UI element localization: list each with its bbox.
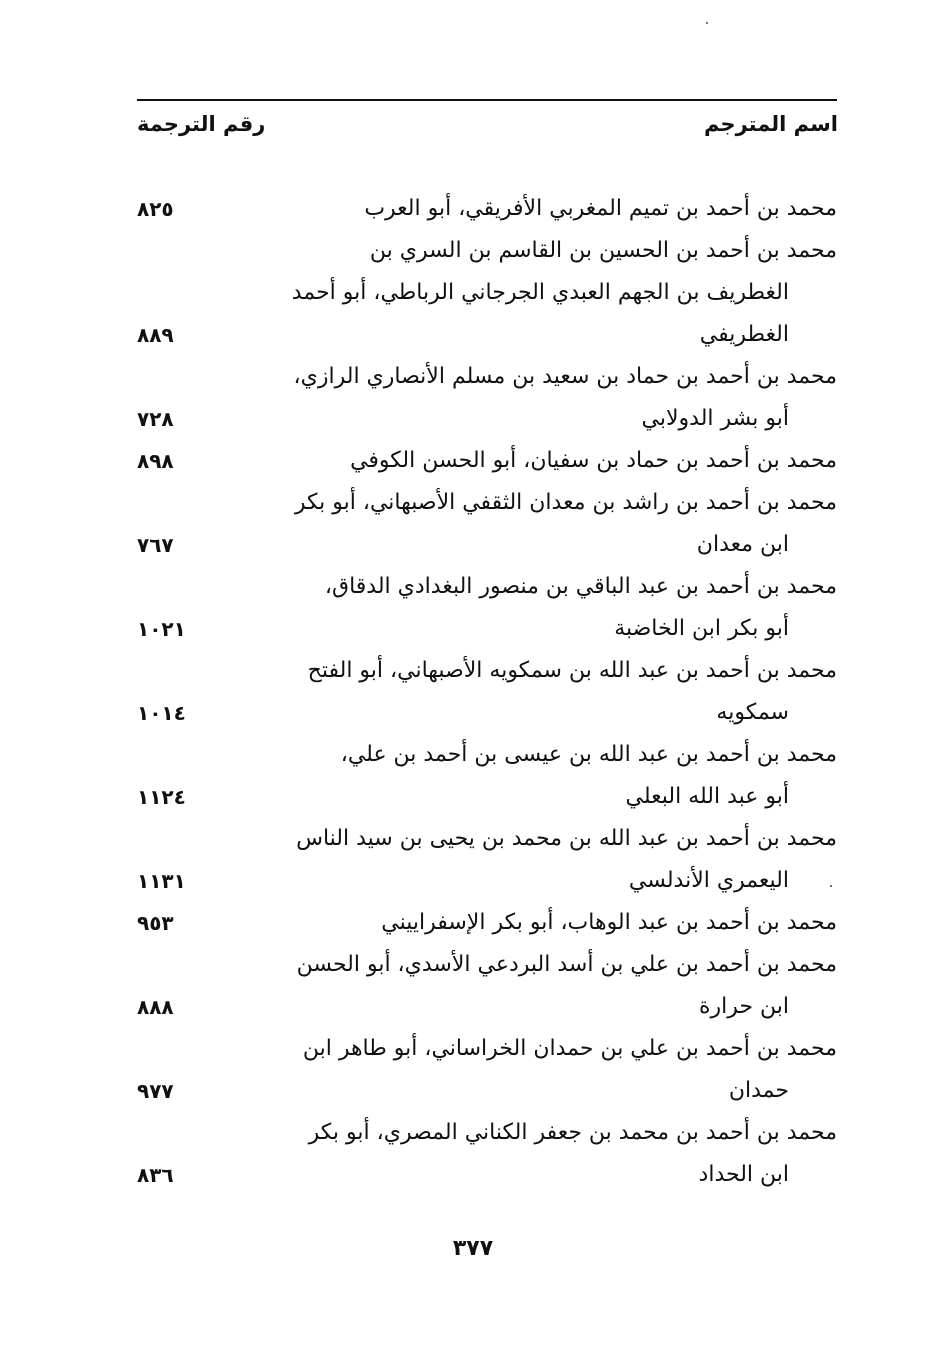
entry-line: محمد بن أحمد بن عبد الباقي بن منصور البغدادي الدقاق، (324, 574, 837, 599)
index-entry (137, 188, 837, 230)
entry-line: محمد بن أحمد بن عبد الله بن سمكويه الأصبهاني، أبو الفتح (307, 658, 837, 683)
entry-line-continued: اليعمري الأندلسي (628, 868, 789, 893)
index-entry (137, 818, 837, 902)
entry-line: محمد بن أحمد بن تميم المغربي الأفريقي، أبو العرب (364, 196, 837, 221)
entry-name (289, 818, 837, 902)
entry-line-continued: حمدان (728, 1078, 789, 1103)
entry-number: ١١٢٤ (137, 785, 186, 809)
entry-number: ٨٨٩ (137, 323, 174, 347)
index-entry (137, 650, 837, 734)
entry-name (289, 902, 837, 944)
entry-line-continued: الغطريفي (699, 322, 789, 347)
entry-line-continued: أبو بشر الدولابي (641, 406, 789, 431)
index-entry (137, 902, 837, 944)
entry-number: ١٠٢١ (137, 617, 186, 641)
entry-number: ٩٧٧ (137, 1079, 174, 1103)
entry-name (289, 566, 837, 650)
entry-line-continued: الغطريف بن الجهم العبدي الجرجاني الرباطي، أبو أحمد (291, 280, 789, 305)
scan-speck (706, 22, 708, 24)
entry-name (289, 650, 837, 734)
entry-number: ٧٢٨ (137, 407, 174, 431)
index-entry (137, 230, 837, 356)
entry-line: محمد بن أحمد بن حماد بن سعيد بن مسلم الأنصاري الرازي، (293, 364, 837, 389)
index-entry (137, 356, 837, 440)
entry-line-continued: ابن حرارة (699, 994, 789, 1019)
entry-name (289, 734, 837, 818)
index-entry (137, 482, 837, 566)
scan-speck (830, 885, 832, 887)
entry-name (289, 188, 837, 230)
entry-number: ١١٣١ (137, 869, 186, 893)
page-number: ٣٧٧ (452, 1236, 494, 1261)
entry-line: محمد بن أحمد بن محمد بن جعفر الكناني المصري، أبو بكر (308, 1120, 837, 1145)
entry-line-continued: ابن الحداد (698, 1162, 789, 1187)
entry-number: ١٠١٤ (137, 701, 186, 725)
entry-number: ٧٦٧ (137, 533, 174, 557)
entry-name (289, 356, 837, 440)
entry-name (289, 230, 837, 356)
entry-number: ٨٩٨ (137, 449, 174, 473)
entry-line: محمد بن أحمد بن عبد الوهاب، أبو بكر الإسفراييني (381, 910, 837, 935)
entry-line: محمد بن أحمد بن عبد الله بن محمد بن يحيى بن سيد الناس (296, 826, 837, 851)
entry-number: ٩٥٣ (137, 911, 174, 935)
index-entry (137, 1112, 837, 1196)
entry-number: ٨٣٦ (137, 1163, 174, 1187)
index-entry (137, 734, 837, 818)
index-entry (137, 440, 837, 482)
entry-number: ٨٨٨ (137, 995, 174, 1019)
entry-line-continued: ابن معدان (696, 532, 789, 557)
column-header-name: اسم المترجم (703, 112, 838, 136)
header-rule (137, 99, 837, 101)
entry-line-continued: أبو بكر ابن الخاضبة (614, 616, 789, 641)
entry-line: محمد بن أحمد بن علي بن أسد البردعي الأسدي، أبو الحسن (296, 952, 837, 977)
entry-name (289, 1028, 837, 1112)
entry-line-continued: سمكويه (716, 700, 789, 725)
entry-line: محمد بن أحمد بن عبد الله بن عيسى بن أحمد بن علي، (340, 742, 837, 767)
entry-line: محمد بن أحمد بن راشد بن معدان الثقفي الأصبهاني، أبو بكر (294, 490, 837, 515)
entry-line: محمد بن أحمد بن حماد بن سفيان، أبو الحسن الكوفي (350, 448, 837, 473)
entry-name (289, 482, 837, 566)
index-entries (137, 188, 837, 1196)
entry-line-continued: أبو عبد الله البعلي (625, 784, 789, 809)
column-header-number: رقم الترجمة (137, 112, 266, 136)
entry-line: محمد بن أحمد بن علي بن حمدان الخراساني، أبو طاهر ابن (302, 1036, 837, 1061)
entry-name (289, 1112, 837, 1196)
entry-line: محمد بن أحمد بن الحسين بن القاسم بن السري بن (369, 238, 837, 263)
entry-number: ٨٢٥ (137, 197, 174, 221)
entry-name (289, 440, 837, 482)
index-entry (137, 566, 837, 650)
index-entry (137, 1028, 837, 1112)
entry-name (289, 944, 837, 1028)
index-entry (137, 944, 837, 1028)
